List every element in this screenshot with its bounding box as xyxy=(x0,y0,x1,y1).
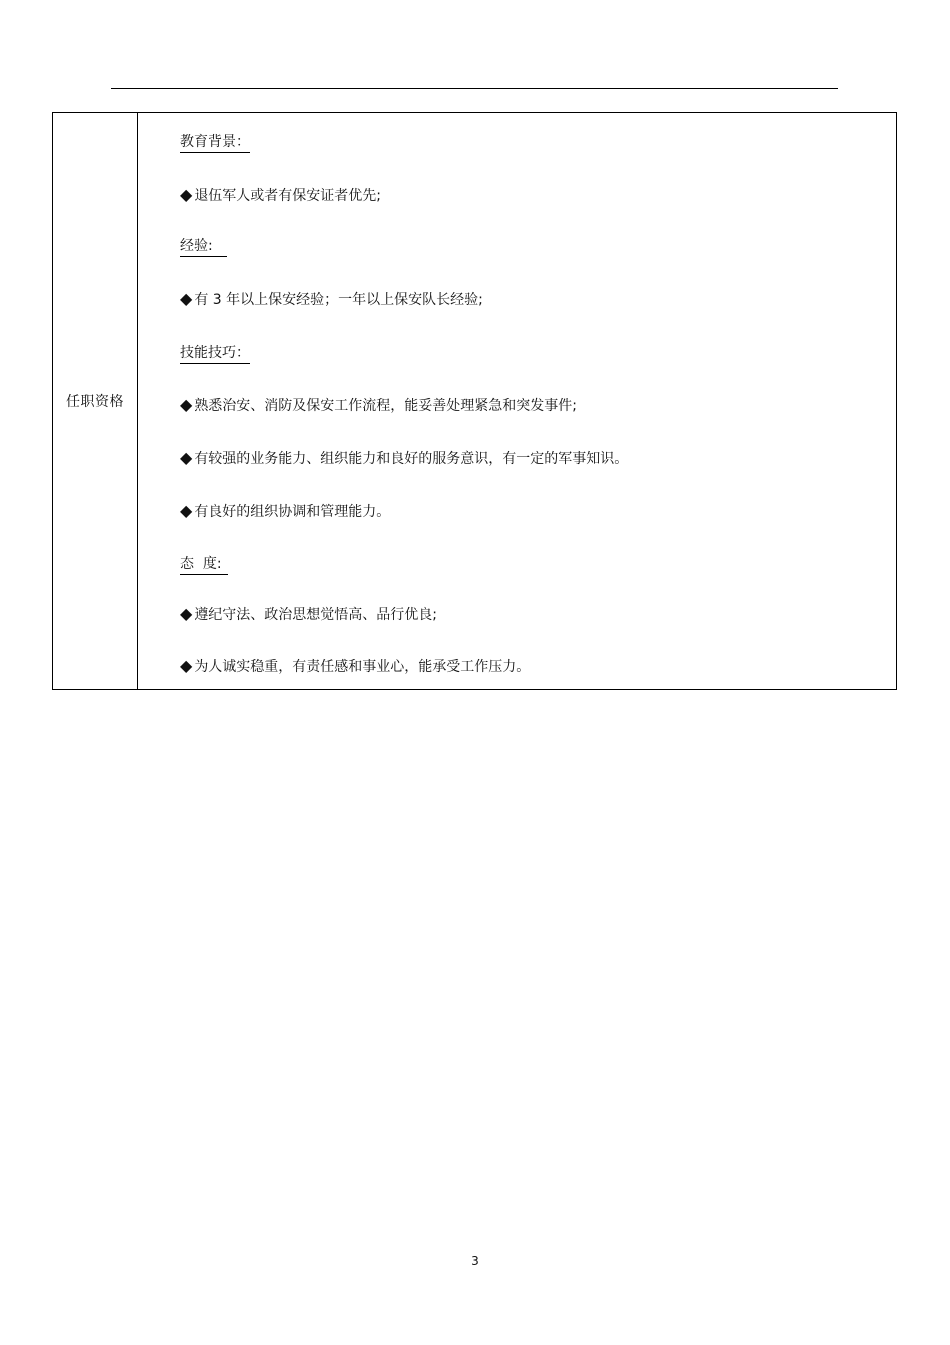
list-item xyxy=(180,449,628,468)
row-label-qualifications: 任职资格 xyxy=(53,113,138,689)
section-heading-attitude xyxy=(180,555,228,575)
heading-experience: 经验: xyxy=(180,237,227,257)
list-item-text: 为人诚实稳重，有责任感和事业心，能承受工作压力。 xyxy=(194,659,531,675)
section-heading-skills xyxy=(180,344,250,364)
section-heading-education xyxy=(180,133,250,153)
list-item xyxy=(180,290,483,309)
section-heading-experience xyxy=(180,237,227,257)
list-item-text: 退伍军人或者有保安证者优先; xyxy=(194,188,382,204)
list-item xyxy=(180,396,577,415)
diamond-bullet-icon: ◆ xyxy=(180,604,193,623)
list-item xyxy=(180,657,530,676)
list-item-text: 熟悉治安、消防及保安工作流程，能妥善处理紧急和突发事件; xyxy=(194,398,578,414)
heading-education: 教育背景： xyxy=(180,133,250,153)
list-item-text: 有良好的组织协调和管理能力。 xyxy=(194,504,391,520)
qualifications-table xyxy=(52,112,897,690)
header-rule xyxy=(111,88,838,89)
diamond-bullet-icon: ◆ xyxy=(180,185,193,204)
qualifications-content xyxy=(138,113,896,689)
diamond-bullet-icon: ◆ xyxy=(180,448,193,467)
heading-attitude: 态 度: xyxy=(180,555,228,575)
heading-skills: 技能技巧： xyxy=(180,344,250,364)
list-item-text: 遵纪守法、政治思想觉悟高、品行优良; xyxy=(194,607,438,623)
page-number: 3 xyxy=(471,1254,479,1268)
list-item-text: 有较强的业务能力、组织能力和良好的服务意识，有一定的军事知识。 xyxy=(194,451,629,467)
list-item xyxy=(180,502,390,521)
diamond-bullet-icon: ◆ xyxy=(180,501,193,520)
list-item xyxy=(180,605,437,624)
diamond-bullet-icon: ◆ xyxy=(180,289,193,308)
diamond-bullet-icon: ◆ xyxy=(180,656,193,675)
list-item xyxy=(180,186,381,205)
list-item-text: 有 3 年以上保安经验；一年以上保安队长经验; xyxy=(194,292,483,308)
diamond-bullet-icon: ◆ xyxy=(180,395,193,414)
